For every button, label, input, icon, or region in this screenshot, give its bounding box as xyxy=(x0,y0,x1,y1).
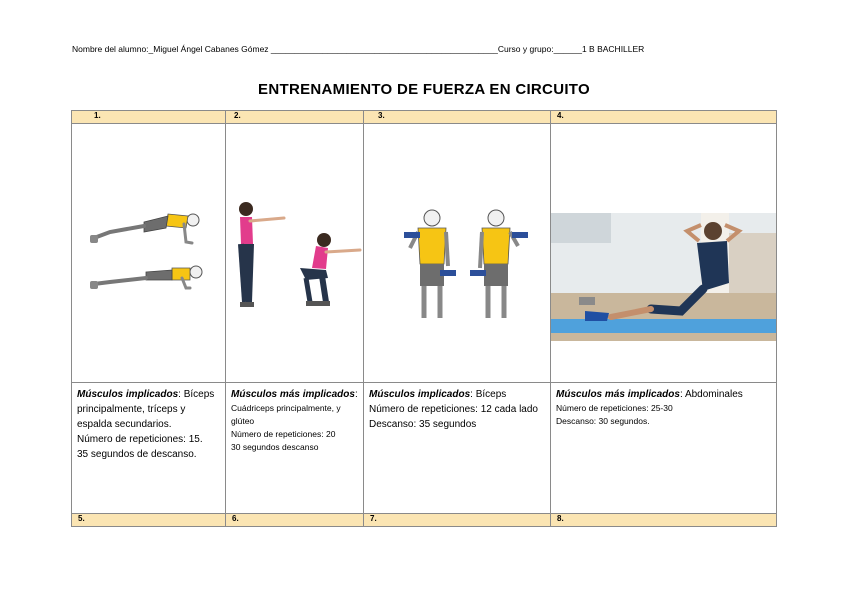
reps-text: Número de repeticiones: 15. xyxy=(77,434,203,445)
student-header xyxy=(72,44,644,54)
student-name: _Miguel Ángel Cabanes Gómez ________________________________________________ xyxy=(148,44,498,54)
image-cell-2 xyxy=(226,124,364,383)
reps-text: Número de repeticiones: 20 xyxy=(231,429,336,439)
cell-number-8: 8. xyxy=(551,514,777,527)
reps-text: Número de repeticiones: 12 cada lado xyxy=(369,404,538,415)
muscles-label: Músculos más implicados xyxy=(231,389,355,400)
cell-number-3: 3. xyxy=(364,111,551,124)
description-cell-2 xyxy=(226,383,364,514)
cell-number-1: 1. xyxy=(72,111,226,124)
sit-up-photo xyxy=(551,213,776,341)
image-row xyxy=(72,124,777,383)
image-cell-1 xyxy=(72,124,226,383)
circuit-table xyxy=(71,110,777,527)
image-cell-3 xyxy=(364,124,551,383)
rest-text: Descanso: 35 segundos xyxy=(369,419,477,430)
muscles-text: : Abdominales xyxy=(679,389,743,400)
muscles-text: : Bíceps xyxy=(470,389,507,400)
rest-text: 30 segundos descanso xyxy=(231,442,319,452)
muscles-text: : xyxy=(354,389,358,400)
cell-number-5: 5. xyxy=(72,514,226,527)
cell-number-7: 7. xyxy=(364,514,551,527)
reps-text: Número de repeticiones: 25-30 xyxy=(556,403,673,413)
cell-number-4: 4. xyxy=(551,111,777,124)
rest-text: Descanso: 30 segundos. xyxy=(556,416,650,426)
squat-photo xyxy=(226,184,363,324)
cell-number-2: 2. xyxy=(226,111,364,124)
image-cell-4 xyxy=(551,124,777,383)
bicep-curl-illustration xyxy=(402,206,532,326)
muscles-text: : Bíceps principalmente, tríceps y espalda secundarios. xyxy=(77,389,215,430)
number-row-top xyxy=(72,111,777,124)
page-title: ENTRENAMIENTO DE FUERZA EN CIRCUITO xyxy=(258,81,590,98)
push-up-illustration xyxy=(80,202,222,310)
muscles-label: Músculos implicados xyxy=(77,389,179,400)
number-row-bottom xyxy=(72,514,777,527)
description-cell-3 xyxy=(364,383,551,514)
muscles-label: Músculos implicados xyxy=(369,389,471,400)
student-label: Nombre del alumno: xyxy=(72,44,149,54)
description-cell-1 xyxy=(72,383,226,514)
description-cell-4 xyxy=(551,383,777,514)
group-value: ______1 B BACHILLER xyxy=(553,44,645,54)
description-row xyxy=(72,383,777,514)
muscles-label: Músculos más implicados xyxy=(556,389,680,400)
group-label: Curso y grupo: xyxy=(497,44,554,54)
muscles-detail: Cuádriceps principalmente, y glúteo xyxy=(231,403,341,426)
cell-number-6: 6. xyxy=(226,514,364,527)
rest-text: 35 segundos de descanso. xyxy=(77,449,197,460)
